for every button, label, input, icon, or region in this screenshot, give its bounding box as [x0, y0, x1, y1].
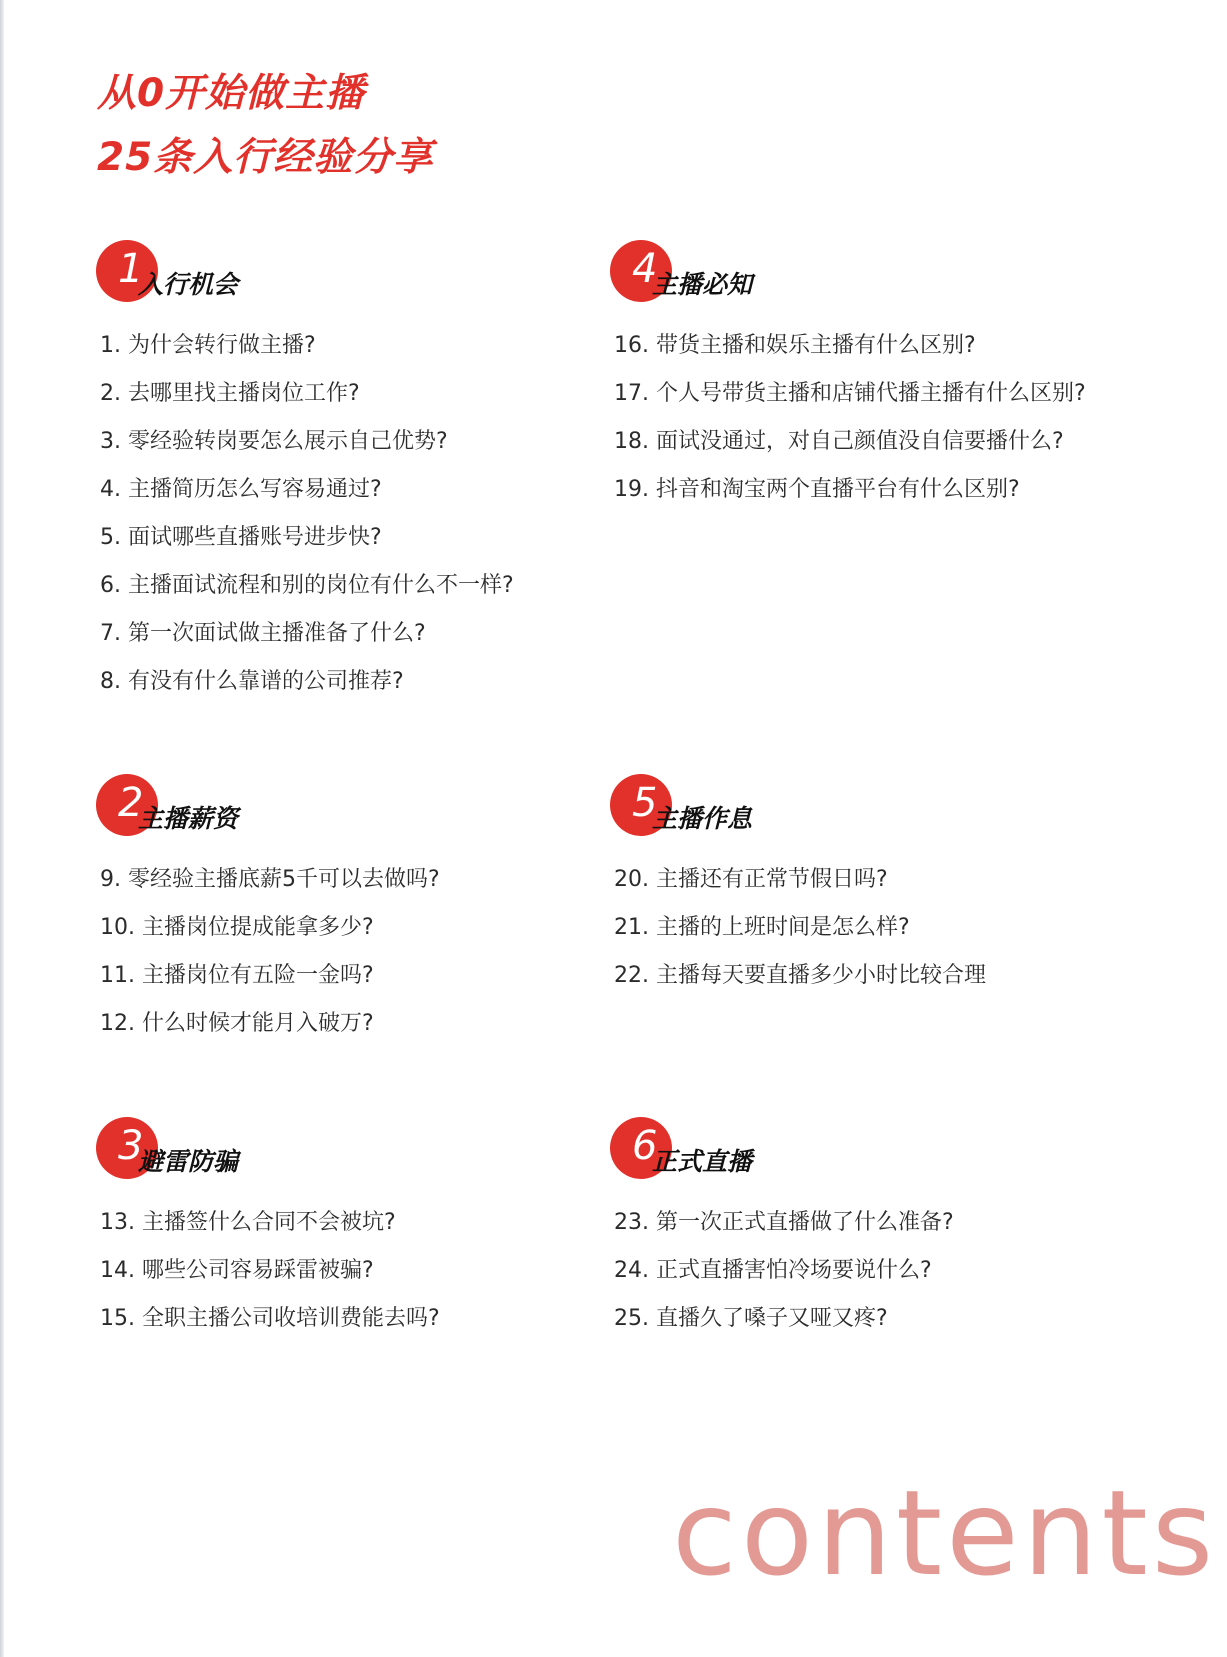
section-must-know [610, 240, 1170, 514]
section-title: 入行机会 [138, 270, 239, 299]
question-item: 13. 主播签什么合同不会被坑? [100, 1210, 396, 1235]
question-item: 10. 主播岗位提成能拿多少? [100, 915, 374, 940]
question-item: 17. 个人号带货主播和店铺代播主播有什么区别? [614, 381, 1086, 406]
question-item: 2. 去哪里找主播岗位工作? [100, 381, 360, 406]
section-number: 2 [118, 780, 144, 826]
section-schedule [610, 774, 1170, 1000]
section-title: 主播必知 [652, 270, 753, 299]
page-title [97, 62, 433, 190]
question-list [614, 1199, 1170, 1343]
question-list [614, 322, 1170, 514]
question-item: 3. 零经验转岗要怎么展示自己优势? [100, 429, 448, 454]
section-title: 主播作息 [652, 804, 753, 833]
section-header [610, 1117, 1170, 1185]
question-item: 4. 主播简历怎么写容易通过? [100, 477, 382, 502]
question-item: 24. 正式直播害怕冷场要说什么? [614, 1258, 932, 1283]
contents-footer-word: contents [672, 1464, 1218, 1602]
section-title: 主播薪资 [138, 804, 239, 833]
section-header [610, 774, 1170, 842]
section-header [96, 1117, 656, 1185]
question-item: 23. 第一次正式直播做了什么准备? [614, 1210, 954, 1235]
title-line-1: 从0开始做主播 [97, 71, 366, 116]
question-item: 11. 主播岗位有五险一金吗? [100, 963, 374, 988]
question-list [100, 856, 656, 1048]
section-number: 1 [118, 246, 144, 292]
question-item: 22. 主播每天要直播多少小时比较合理 [614, 963, 986, 988]
section-title: 正式直播 [652, 1147, 753, 1176]
question-item: 9. 零经验主播底薪5千可以去做吗? [100, 867, 440, 892]
section-number: 6 [632, 1123, 658, 1169]
section-header [610, 240, 1170, 308]
question-item: 5. 面试哪些直播账号进步快? [100, 525, 382, 550]
question-item: 25. 直播久了嗓子又哑又疼? [614, 1306, 888, 1331]
section-avoid-scams [96, 1117, 656, 1343]
question-list [614, 856, 1170, 1000]
question-item: 20. 主播还有正常节假日吗? [614, 867, 888, 892]
question-item: 12. 什么时候才能月入破万? [100, 1011, 374, 1036]
question-item: 21. 主播的上班时间是怎么样? [614, 915, 910, 940]
title-line-2: 25条入行经验分享 [97, 135, 434, 180]
section-official-live [610, 1117, 1170, 1343]
question-item: 15. 全职主播公司收培训费能去吗? [100, 1306, 440, 1331]
question-item: 8. 有没有什么靠谱的公司推荐? [100, 669, 404, 694]
section-number: 3 [118, 1123, 144, 1169]
question-item: 19. 抖音和淘宝两个直播平台有什么区别? [614, 477, 1020, 502]
page-left-edge [0, 0, 4, 1657]
question-item: 6. 主播面试流程和别的岗位有什么不一样? [100, 573, 514, 598]
question-list [100, 1199, 656, 1343]
question-item: 7. 第一次面试做主播准备了什么? [100, 621, 426, 646]
section-number: 5 [632, 780, 658, 826]
section-number: 4 [632, 246, 658, 292]
section-entry-opportunities [96, 240, 656, 706]
question-item: 14. 哪些公司容易踩雷被骗? [100, 1258, 374, 1283]
section-header [96, 774, 656, 842]
question-item: 18. 面试没通过，对自己颜值没自信要播什么? [614, 429, 1064, 454]
question-item: 1. 为什会转行做主播? [100, 333, 316, 358]
section-header [96, 240, 656, 308]
question-item: 16. 带货主播和娱乐主播有什么区别? [614, 333, 976, 358]
section-title: 避雷防骗 [138, 1147, 239, 1176]
section-salary [96, 774, 656, 1048]
question-list [100, 322, 656, 706]
